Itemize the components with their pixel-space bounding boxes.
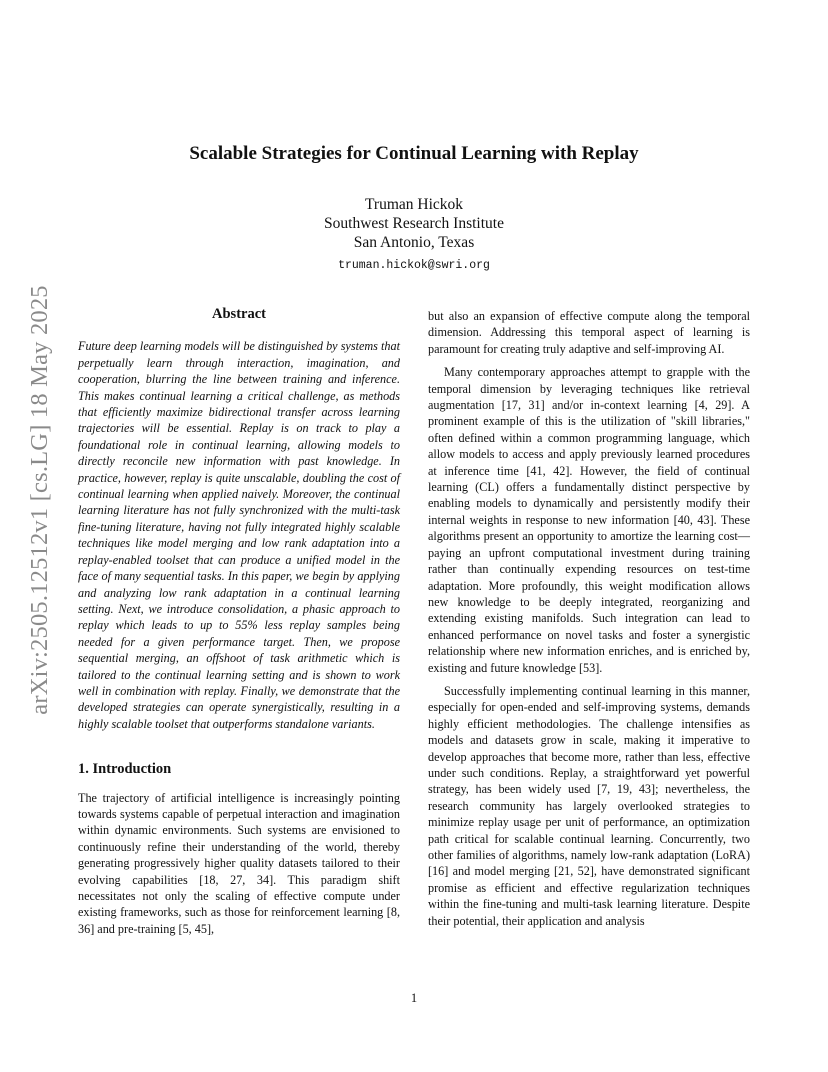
author-location: San Antonio, Texas <box>353 234 475 251</box>
introduction-paragraph-1-continued: but also an expansion of effective compute along the temporal dimension. Addressing this temporal aspect of learning is paramount for creating truly adaptive and self-improving AI. <box>428 309 750 356</box>
arxiv-identifier <box>20 285 60 715</box>
author-email[interactable]: truman.hickok@swri.org <box>338 259 490 272</box>
abstract-heading: Abstract <box>212 306 266 322</box>
left-column <box>78 306 400 937</box>
arxiv-identifier-text: arXiv:2505.12512v1 [cs.LG] 18 May 2025 <box>26 285 53 715</box>
page-number: 1 <box>410 991 418 1005</box>
author-block <box>0 195 828 275</box>
author-affiliation: Southwest Research Institute <box>324 215 504 232</box>
introduction-heading: 1. Introduction <box>78 761 172 778</box>
paper-title: Scalable Strategies for Continual Learning with Replay <box>189 143 639 164</box>
introduction-paragraph-1: The trajectory of artificial intelligence is increasingly pointing towards systems capable of perpetual interaction and imagination within dynamic environments. Such systems are envisioned to continuously refine their understanding of the world, thereby generating progressively higher quality datasets tailored to their evolving capabilities [18, 27, 34]. This paradigm shift necessitates not only the scaling of effective compute under existing frameworks, such as those for reinforcement learning [8, 36] and pre-training [5, 45], <box>78 790 400 936</box>
abstract-text: Future deep learning models will be distinguished by systems that perpetually learn through interaction, imagination, and cooperation, blurring the line between training and inference. This makes continual learning a critical challenge, as methods that efficiently maximize bidirectional transfer across learning trajectories will be essential. Replay is on track to play a foundational role in continual learning, allowing models to directly reconcile new information with past knowledge. In practice, however, replay is quite unscalable, doubling the cost of continual learning when applied naively. Moreover, the continual learning literature has not fully synchronized with the multi-task fine-tuning literature, having not fully integrated highly scalable techniques like model merging and low rank adaptation into a replay-enabled toolset that can produce a unified model in the face of many sequential tasks. In this paper, we begin by applying and analyzing low rank adaptation in a continual learning setting. Next, we introduce consolidation, a phasic approach to replay which leads to up to 55% less replay samples being needed for a given performance target. Then, we propose sequential merging, an offshoot of task arithmetic which is tailored to the continual learning setting and is shown to work well in combination with replay. Finally, we demonstrate that the developed strategies can operate synergistically, resulting in a highly scalable toolset that outperforms standalone variants. <box>78 339 400 731</box>
introduction-paragraph-3: Successfully implementing continual learning in this manner, especially for open-ended and self-improving systems, demands highly efficient methodologies. The challenge intensifies as models and datasets grow in scale, making it imperative to develop approaches that become more, rather than less, effective under such conditions. Replay, a straightforward yet powerful strategy, has been widely used [7, 19, 43]; nevertheless, the research community has largely overlooked strategies to minimize replay usage per unit of performance, an optimization path critical for scalable continual learning. Concurrently, two other families of algorithms, namely low-rank adaptation (LoRA) [16] and model merging [21, 52], have demonstrated significant promise as efficient and effective regularization techniques within the fine-tuning and multi-task learning literature. Despite their potential, their application and analysis <box>428 683 750 928</box>
introduction-paragraph-2: Many contemporary approaches attempt to grapple with the temporal dimension by leveraging techniques like retrieval augmentation [17, 31] and/or in-context learning [4, 29]. A prominent example of this is the utilization of "skill libraries," often defined within a common programming language, which allow models to access and apply previously learned procedures at inference time [41, 42]. However, the field of continual learning (CL) offers a fundamentally distinct perspective by enabling models to dynamically and persistently modify their internal weights in response to new information [40, 43]. These algorithms present an opportunity to amortize the learning cost—paying an upfront computational investment during training rather than continually expending resources on test-time adaptation. More profoundly, this weight modification allows new knowledge to be deeply integrated, reorganizing and extending existing manifolds. Such integration can lead to enhanced performance on novel tasks and foster a synergistic relationship where new information enriches, and is enriched by, existing and future knowledge [53]. <box>428 365 750 675</box>
right-column <box>428 308 750 929</box>
author-name: Truman Hickok <box>364 196 464 213</box>
